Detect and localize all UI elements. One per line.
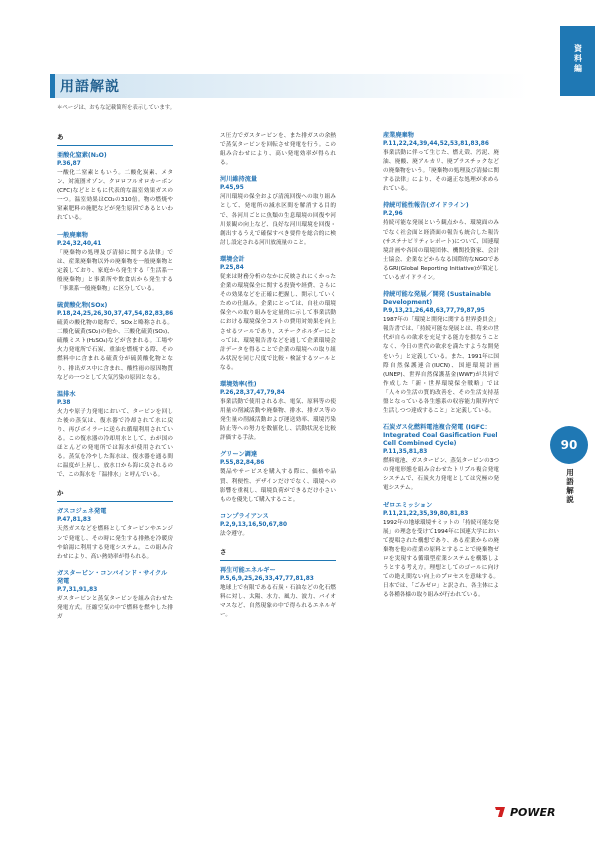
glossary-pages: P.9,13,21,26,48,63,77,79,87,95 (383, 308, 485, 315)
glossary-description: 事業活動に伴って生じた、燃え殻、汚泥、廃油、廃酸、廃アルカリ、廃プラスチックなどの廃棄物をいう。「廃棄物の処理及び清掃に関する法律」により、その適正な処理が求められている。 (383, 150, 499, 193)
glossary-term: 持続可能性報告(ガイドライン) (383, 202, 469, 210)
title-bar (50, 74, 528, 98)
glossary-term: ガスタービン・コンバインド・サイクル発電 (57, 569, 168, 585)
glossary-term: 河川維持流量 (220, 176, 258, 184)
glossary-description: 1987年の「環境と開発に関する世界委員会」報告書では、「持続可能な発展とは、将来の世代が自らの欲求を充足する能力を損なうことなく、今日の世代の欲求を満たすような開発をいう」と定義している。また、1991年に国際自然保護連合(IUCN)、国連環境計画(UNEP)、世界自然保護基金(WWF)が共同で作成した「新・世界環境保全戦略」では「人々の生活の質的改善を、その生活支持基盤となっている各生態系の収容能力限界内で生活しつつ達成すること」と定義している。 (383, 317, 499, 415)
glossary-term: 石炭ガス化燃料電池複合発電 (IGFC：Integrated Coal Gasification Fuel Cell Combined Cycle) (383, 424, 498, 448)
glossary-term: 環境効率(性) (220, 380, 257, 388)
glossary-entry (57, 570, 173, 622)
section-tab-label: 資料編 (574, 44, 582, 73)
glossary-term: 亜酸化窒素(N₂O) (57, 152, 107, 159)
glossary-pages: P.11,35,81,83 (383, 449, 428, 456)
title-accent (50, 74, 55, 98)
page-number: 90 (550, 426, 588, 464)
glossary-term: 環境会計 (220, 255, 245, 263)
kana-heading: あ (57, 132, 173, 146)
glossary-term: 再生可能エネルギー (220, 566, 276, 574)
glossary-entry (220, 256, 336, 373)
glossary-pages: P.45,95 (220, 185, 244, 192)
side-section-label: 用語解説 (566, 468, 574, 504)
glossary-description: ス圧力でガスタービンを、また排ガスの余熱で蒸気タービンを回転させ発電を行う。この組み合わせにより、高い発電効率が得られる。 (220, 133, 336, 167)
glossary-entry (220, 176, 336, 248)
page-note: ＊ページは、おもな記載箇所を表示しています。 (57, 105, 176, 111)
kana-heading: さ (220, 547, 336, 561)
glossary-entry (57, 152, 173, 224)
glossary-entry (57, 391, 173, 481)
glossary-pages: P.25,84 (220, 264, 244, 271)
glossary-pages: P.5,6,9,25,26,33,47,77,81,83 (220, 575, 314, 582)
glossary-entry (57, 508, 173, 561)
glossary-entry (57, 232, 173, 294)
glossary-description: 火力や原子力発電において、タービンを回した後の蒸気は、復水器で冷却されて水に戻り、再びボイラーに送られ循環利用されている。この復水器の冷却用水として、わが国のほとんどの発電所では海水が使用されている。蒸気を冷やした海水は、復水器を通る間に温度が上昇し、放水口から海に戻されるので、この海水を「温排水」と呼んでいる。 (57, 408, 173, 479)
page-title: 用語解説 (60, 79, 120, 95)
glossary-description: 従来は財務分析のなかに反映されにくかった企業の環境保全に関する投資や経費、さらにその効果などを正確に把握し、開示していくための仕組み。企業にとっては、自社の環境保全への取り組みを定量的に示して事業活動における環境保全コストの費用対効果を向上させるツールであり、ステークホルダーにとっては、環境報告書などを通して企業環境会計データを得ることで企業の環境への取り組み状況を同じ尺度で比較・検証するツールとなる。 (220, 273, 336, 371)
glossary-description: 1992年の地球環境サミットの「持続可能な発展」の理念を受けて1994年に国連大学において提唱された構想であり、ある産業からの廃棄物を他の産業の原料とすることで廃棄物ゼロを実現する循環型産業システムを構築しようとする考え方。理想としてのゴールに向けての絶え間ない向上のプロセスを意味する。日本では、「ごみゼロ」と訳され、各主体による各種各様の取り組みが行われている。 (383, 519, 499, 599)
glossary-description: 地球上で有限である石炭・石油などの化石燃料に対し、太陽、水力、風力、波力、バイオマスなど、自然現象の中で得られるエネルギー。 (220, 584, 336, 619)
glossary-term: 硫黄酸化物(SOx) (57, 302, 108, 310)
glossary-pages: P.2,96 (383, 211, 403, 218)
glossary-term: ガスコジェネ発電 (57, 508, 107, 516)
glossary-description: 一酸化二窒素ともいう。二酸化炭素、メタン、対流圏オゾン、クロロフルオロカーボン(CFC)などとともに代表的な温室効果ガスの一つ。温室効果はCO₂の310倍。物の燃焼や窒素肥料の施肥などが発生原因であるといわれている。 (57, 170, 173, 222)
column-2 (220, 132, 336, 628)
glossary-term: グリーン調達 (220, 451, 258, 459)
glossary-entry (220, 451, 336, 504)
column-1 (57, 132, 173, 630)
kana-heading: か (57, 488, 173, 502)
glossary-term: 温排水 (57, 390, 76, 398)
glossary-entry (383, 132, 499, 194)
glossary-term: 一般廃棄物 (57, 231, 88, 239)
glossary-entry (383, 502, 499, 601)
company-logo: POWER (510, 806, 556, 819)
glossary-term: ゼロエミッション (383, 501, 433, 509)
glossary-pages: P.36,87 (57, 161, 81, 167)
glossary-pages: P.47,81,83 (57, 517, 91, 524)
glossary-description: 河川環境の保全および清流回復への取り組みとして、発電所の減水区間を解消する目的で、各河川ごとに魚類の生息環境の回復や河川景観の向上など、良好な河川環境を回復・創出するうえで確保すべき要件を総合的に検討し設定される河川放流量のこと。 (220, 194, 336, 246)
glossary-term: 産業廃棄物 (383, 132, 414, 139)
glossary-entry (220, 381, 336, 443)
glossary-pages: P.11,21,22,35,39,80,81,83 (383, 510, 469, 517)
glossary-pages: P.38 (57, 399, 71, 406)
glossary-description: 硫黄の酸化物の総称で、SOxと略称される。二酸化硫黄(SO₂)の他か、三酸化硫黄(SO₃)、硫酸ミスト(H₂SO₄)などが含まれる。工場や火力発電所で石炭、重油を燃焼する際、その燃料中に含まれる硫黄分が硫黄酸化物となり、排出ガス中に含まれ、酸性雨の原因物質などの一つとして大気汚染の原因となる。 (57, 320, 173, 381)
glossary-entry (220, 132, 336, 168)
glossary-term: 持続可能な発展／開発 (Sustainable Development) (383, 291, 491, 307)
glossary-description: 製品やサービスを購入する際に、価格や品質、利便性、デザインだけでなく、環境への影響を重視し、環境負荷ができるだけ小さいものを優先して購入すること。 (220, 469, 336, 503)
glossary-description: 法令遵守。 (220, 530, 248, 537)
glossary-description: 「廃棄物の処理及び清掃に関する法律」では、産業廃棄物以外の廃棄物を一般廃棄物と定義しており、家庭から発生する「生活系一般廃棄物」と事業所や飲食店から発生する「事業系一般廃棄物」に区分している。 (57, 249, 173, 292)
glossary-term: コンプライアンス (220, 512, 269, 520)
glossary-pages: P.26,28,37,47,79,84 (220, 389, 285, 396)
glossary-entry (383, 202, 499, 283)
glossary-entry (220, 513, 336, 539)
glossary-pages: P.55,82,84,86 (220, 460, 265, 467)
column-3 (383, 132, 499, 608)
glossary-pages: P.2,9,13,16,50,67,80 (220, 521, 288, 528)
power-logo-icon (493, 806, 507, 818)
glossary-pages: P.18,24,25,26,30,37,47,54,82,83,86 (57, 311, 174, 318)
glossary-description: ガスタービンと蒸気タービンを組み合わせた発電方式。圧縮空気の中で燃料を燃やした排ガ (57, 595, 173, 620)
glossary-pages: P.7,31,91,83 (57, 586, 98, 593)
glossary-description: 事業活動で使用される水、電気、原料等の使用量の削減活動や廃棄物、排水、排ガス等の発生量の削減活動および運送効率、環境汚染防止等への努力を数値化し、活動状況を比較評価する手法。 (220, 398, 336, 442)
glossary-pages: P.24,32,40,41 (57, 240, 102, 247)
glossary-pages: P.11,22,24,39,44,52,53,81,83,86 (383, 141, 489, 147)
glossary-entry (383, 424, 499, 493)
glossary-description: 天然ガスなどを燃料としてタービンやエンジンで発電し、その時に発生する排熱を冷暖房や給湯に利用する発電システム。この組み合わせにより、高い熱効率が得られる。 (57, 526, 173, 560)
glossary-entry (383, 291, 499, 416)
glossary-entry (220, 567, 336, 620)
glossary-description: 持続可能な発展という観点から、環境面のみでなく社会面と経済面の報告も統合した報告(サステナビリティレポート)について、国連環境計画や各国の環境団体、機関投資家、会計士協会、企業などからなる国際的なNGOであるGRI(Global Reporting Initiative)が策定しているガイドライン。 (383, 220, 499, 282)
glossary-entry (57, 302, 173, 383)
glossary-description: 燃料電池、ガスタービン、蒸気タービンの3つの発電形態を組み合わせたトリプル複合発電システムで、石炭火力発電としては究極の発電システム。 (383, 458, 499, 492)
